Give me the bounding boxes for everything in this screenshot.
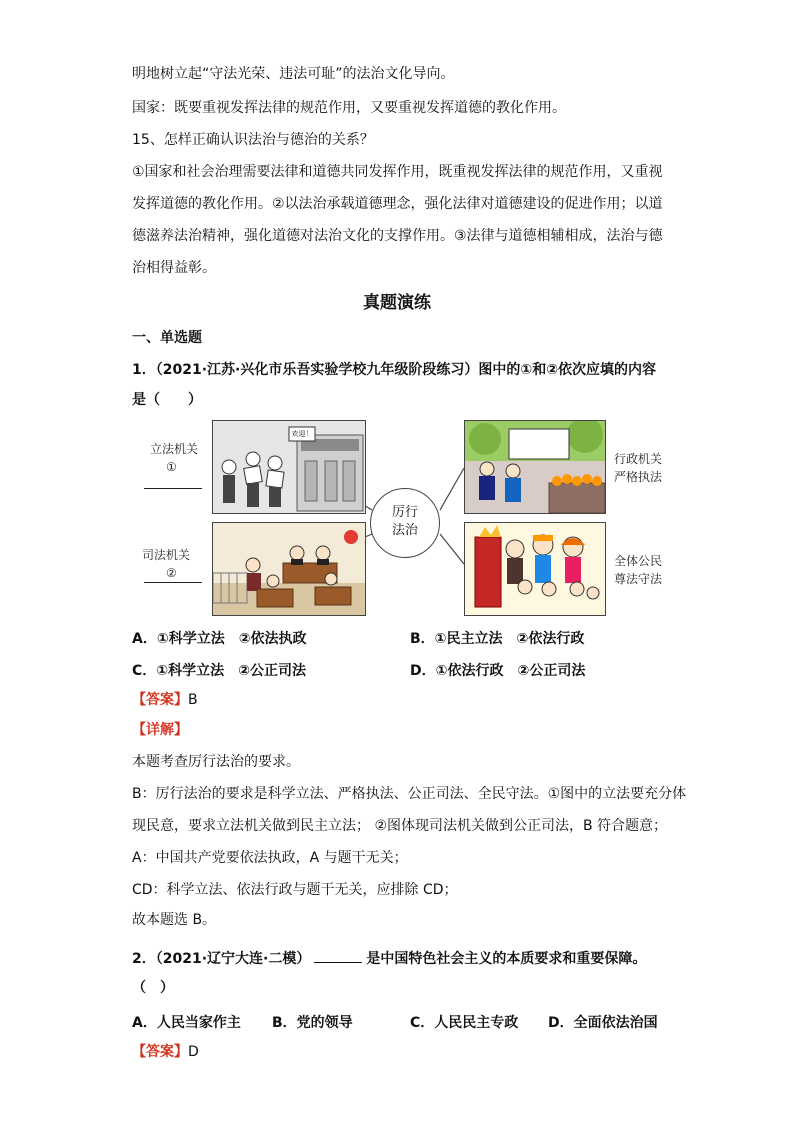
executive-cartoon <box>464 420 606 514</box>
answer-tag: 【答案】 <box>132 692 188 708</box>
question-2-stem <box>132 948 646 969</box>
detail-text: CD：科学立法、依法行政与题干无关，应排除 CD； <box>132 882 458 898</box>
enforcement-illustration <box>465 421 605 513</box>
executive-label-line1: 行政机关 <box>614 452 663 466</box>
text-line: 德滋养法治精神，强化道德对法治文化的支撑作用。③法律与道德相辅相成，法治与德 <box>132 228 663 244</box>
central-concept-line1: 厉行 <box>391 505 418 520</box>
detail-text: 本题考查厉行法治的要求。 <box>132 754 300 770</box>
option-c[interactable]: C．①科学立法 ②公正司法 <box>132 663 306 679</box>
section-title: 真题演练 <box>363 293 431 313</box>
fill-blank[interactable] <box>314 948 362 963</box>
welcome-sign: 欢迎！ <box>291 430 313 438</box>
text-line: ①国家和社会治理需要法律和道德共同发挥作用，既重视发挥法律的规范作用，又重视 <box>132 164 663 180</box>
answer-tag: 【答案】 <box>132 1044 188 1060</box>
question-1-stem: 1．（2021·江苏·兴化市乐吾实验学校九年级阶段练习）图中的①和②依次应填的内容 <box>132 362 657 378</box>
option-b[interactable]: B．①民主立法 ②依法行政 <box>410 631 585 647</box>
courtroom-illustration <box>213 523 365 615</box>
answer-line <box>132 1042 199 1062</box>
blank-underline-2 <box>144 582 202 583</box>
answer-line <box>132 690 198 710</box>
citizens-illustration <box>465 523 605 615</box>
question-15: 15、怎样正确认识法治与德治的关系？ <box>132 132 374 148</box>
citizens-cartoon <box>464 522 606 616</box>
rule-of-law-figure <box>132 418 672 618</box>
text-line: 发挥道德的教化作用。②以法治承载道德理念，强化法律对道德建设的促进作用；以道 <box>132 196 663 212</box>
answer-value: D <box>188 1044 199 1060</box>
detail-tag: 【详解】 <box>132 722 188 738</box>
judiciary-cartoon <box>212 522 366 616</box>
option-a[interactable]: A．①科学立法 ②依法执政 <box>132 631 307 647</box>
blank-mark-1: ① <box>166 460 177 474</box>
blank-mark-2: ② <box>166 566 177 580</box>
citizens-label-line1: 全体公民 <box>614 554 663 568</box>
detail-text: A：中国共产党要依法执政，A 与题干无关； <box>132 850 408 866</box>
citizens-label-line2: 尊法守法 <box>614 572 663 586</box>
detail-text: 故本题选 B。 <box>132 912 217 928</box>
option-a[interactable]: A．人民当家作主 <box>132 1015 241 1031</box>
central-concept-circle <box>370 488 440 558</box>
text-line: 治相得益彰。 <box>132 260 216 276</box>
text-line: 明地树立起“守法光荣、违法可耻”的法治文化导向。 <box>132 66 455 82</box>
detail-text: B：厉行法治的要求是科学立法、严格执法、公正司法、全民守法。①图中的立法要充分体 <box>132 786 687 802</box>
text-line: 国家：既要重视发挥法律的规范作用，又要重视发挥道德的教化作用。 <box>132 100 566 116</box>
judiciary-label: 司法机关 <box>142 548 191 562</box>
legislature-label: 立法机关 <box>150 442 199 456</box>
option-d[interactable]: D．全面依法治国 <box>548 1015 658 1031</box>
question-2-text: 是中国特色社会主义的本质要求和重要保障。 <box>366 951 647 967</box>
question-1-stem-cont: 是（ ） <box>132 392 202 408</box>
question-2-paren: （ ） <box>132 980 174 996</box>
executive-label-line2: 严格执法 <box>614 470 663 484</box>
central-concept-line2: 法治 <box>391 523 418 538</box>
section-subtitle: 一、单选题 <box>132 330 202 346</box>
question-2-source: 2．（2021·辽宁大连·二模） <box>132 951 311 967</box>
legislature-cartoon <box>212 420 366 514</box>
detail-line <box>132 720 188 740</box>
detail-text: 现民意，要求立法机关做到民主立法； ②图体现司法机关做到公正司法，B 符合题意； <box>132 818 668 834</box>
option-b[interactable]: B．党的领导 <box>272 1015 353 1031</box>
answer-value: B <box>188 692 198 708</box>
blank-underline-1 <box>144 488 202 489</box>
option-d[interactable]: D．①依法行政 ②公正司法 <box>410 663 586 679</box>
option-c[interactable]: C．人民民主专政 <box>410 1015 519 1031</box>
